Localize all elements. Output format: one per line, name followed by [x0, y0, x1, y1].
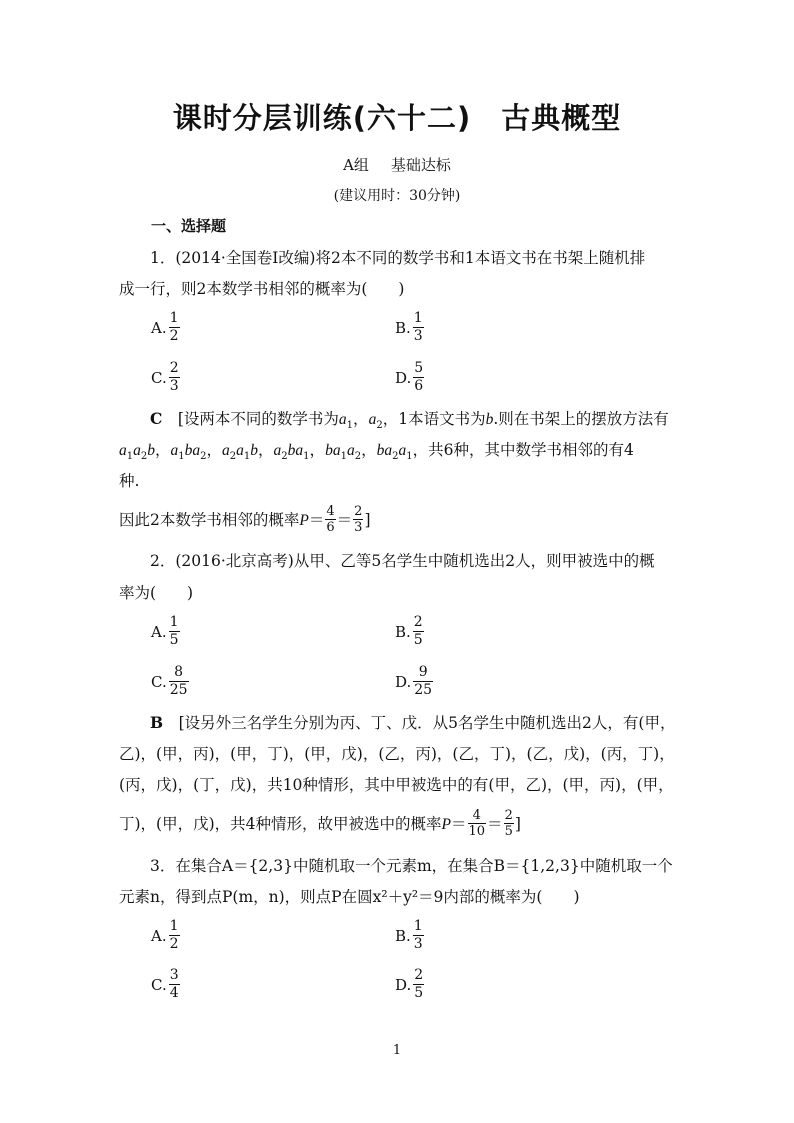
question-2-stem-cont: 率为( ) — [119, 584, 194, 602]
q2-option-b: B. $\frac{2}{5}$ — [395, 614, 423, 648]
q1-solution-line3: 种. — [119, 472, 140, 490]
q3-option-c: C. $\frac{3}{4}$ — [151, 967, 179, 1001]
page-title: 课时分层训练(六十二) 古典概型 — [172, 101, 622, 135]
q3-option-d: D. $\frac{2}{5}$ — [395, 967, 424, 1001]
question-1-stem-cont: 成一行，则2本数学书相邻的概率为( ) — [119, 280, 405, 298]
page-number: 1 — [392, 1043, 402, 1058]
section-title: 一、选择题 — [151, 217, 227, 235]
q1-solution-line2: $a_1a_2b$，$a_1ba_2$，$a_2a_1b$，$a_2ba_1$，$ba_1a_2$，$ba_2a_1$，共6种，其中数学书相邻的有4 — [119, 441, 634, 463]
question-3-stem-cont: 元素n，得到点P(m，n)，则点P在圆x²＋y²＝9内部的概率为( ) — [119, 888, 580, 906]
question-1-stem: 1．(2014·全国卷Ⅰ改编)将2本不同的数学书和1本语文书在书架上随机排 — [150, 249, 646, 267]
q3-option-a: A. $\frac{1}{2}$ — [151, 918, 179, 952]
q2-option-a: A. $\frac{1}{5}$ — [151, 614, 179, 648]
q2-option-c: C. $\frac{8}{25}$ — [151, 664, 188, 698]
question-3-stem: 3．在集合A＝{2,3}中随机取一个元素m，在集合B＝{1,2,3}中随机取一个 — [150, 857, 673, 875]
q2-solution-line4: 丁)，(甲，戊)，共4种情形，故甲被选中的概率P＝ $\frac{4}{10}$ ＝ $\frac{2}{5}$ ] — [119, 807, 521, 839]
q1-solution-line4: 因此2本数学书相邻的概率P＝ $\frac{4}{6}$ ＝ $\frac{2}{3}$ ] — [119, 503, 371, 535]
time-hint: (建议用时：30分钟) — [333, 188, 461, 204]
q2-option-d: D. $\frac{9}{25}$ — [395, 664, 433, 698]
question-2-stem: 2．(2016·北京高考)从甲、乙等5名学生中随机选出2人，则甲被选中的概 — [150, 552, 655, 570]
q2-solution-line2: 乙)，(甲，丙)，(甲，丁)，(甲，戊)，(乙，丙)，(乙，丁)，(乙，戊)，(丙，丁)， — [119, 745, 675, 763]
group-heading: A组 基础达标 — [343, 156, 451, 174]
q2-solution-line3: (丙，戊)，(丁，戊)，共10种情形，其中甲被选中的有(甲，乙)，(甲，丙)，(甲， — [119, 776, 674, 794]
q1-solution-line1: C [设两本不同的数学书为$a_1$，$a_2$，1本语文书为b.则在书架上的摆放方法有 — [150, 409, 669, 432]
q1-option-b: B. $\frac{1}{3}$ — [395, 310, 423, 344]
q1-option-c: C. $\frac{2}{3}$ — [151, 360, 179, 394]
q3-option-b: B. $\frac{1}{3}$ — [395, 918, 423, 952]
q1-option-a: A. $\frac{1}{2}$ — [151, 310, 179, 344]
q1-option-d: D. $\frac{5}{6}$ — [395, 360, 424, 394]
q2-solution-line1: B [设另外三名学生分别为丙、丁、戊．从5名学生中随机选出2人，有(甲， — [150, 713, 676, 732]
